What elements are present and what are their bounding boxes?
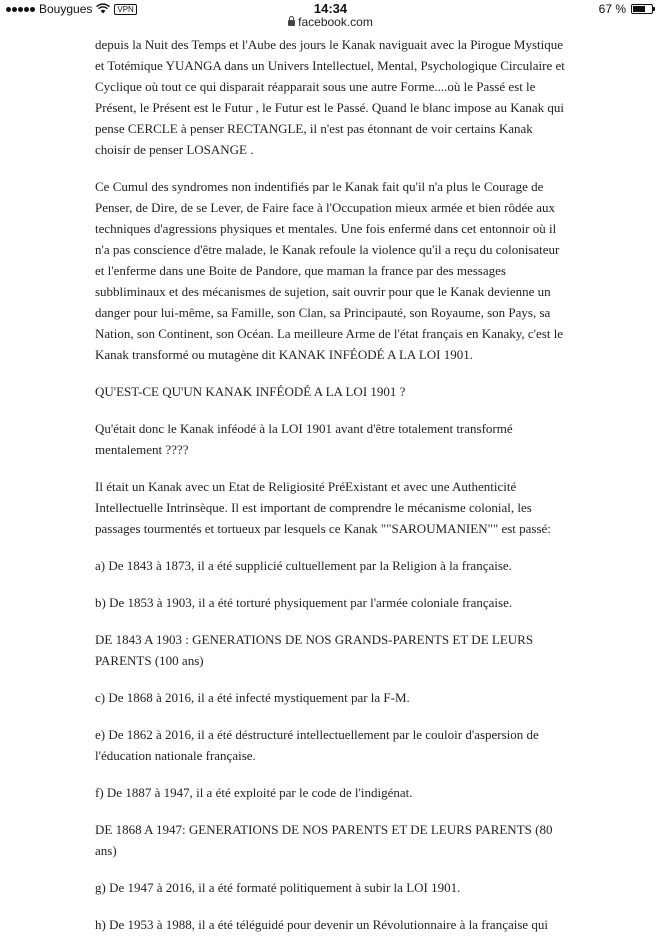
carrier-name: Bouygues xyxy=(39,2,93,16)
list-item: f) De 1887 à 1947, il a été exploité par le code de l'indigénat. xyxy=(95,785,413,800)
battery-icon xyxy=(631,4,653,14)
section-heading: DE 1843 A 1903 : GENERATIONS DE NOS GRANDS-PARENTS ET DE LEURS PARENTS (100 ans) xyxy=(95,632,534,668)
list-item: a) De 1843 à 1873, il a été supplicié cultuellement par la Religion à la française. xyxy=(95,558,512,573)
battery-info xyxy=(599,2,653,16)
clock: 14:34 xyxy=(313,1,348,16)
battery-level-fill xyxy=(633,6,645,12)
list-item: b) De 1853 à 1903, il a été torturé physiquement par l'armée coloniale française. xyxy=(95,595,513,610)
paragraph: Ce Cumul des syndromes non indentifiés par le Kanak fait qu'il n'a plus le Courage de Penser, de Dire, de se Lever, de Faire face à l'Occupation mieux armée et bien rôdée aux techniques d'agressions physiques et mentales. Une fois enfermé dans cet entonnoir où il n'a pas conscience d'être malade, le Kanak refoule la violence qu'il a reçu du colonisateur et l'enferme dans une Boite de Pandore, que maman la france par des messages subbliminaux et des mécanismes de sujetion, sait ouvrir pour que le Kanak devienne un danger pour lui-même, sa Famille, son Clan, sa Principauté, son Royaume, son Pays, sa Nation, son Continent, son Océan. La meilleure Arme de l'état français en Kanaky, c'est le Kanak transformé ou mutagène dit KANAK INFÉODÉ A LA LOI 1901. xyxy=(95,179,564,362)
list-item: c) De 1868 à 2016, il a été infecté mystiquement par la F-M. xyxy=(95,690,410,705)
lock-icon xyxy=(288,20,295,26)
battery-percentage: 67 % xyxy=(598,2,626,16)
list-item: g) De 1947 à 2016, il a été formaté politiquement à subir la LOI 1901. xyxy=(95,880,461,895)
article-body xyxy=(95,34,570,951)
url-text[interactable]: facebook.com xyxy=(298,15,373,29)
paragraph: Il était un Kanak avec un Etat de Religiosité PréExistant et avec une Authenticité Intellectuelle Intrinsèque. Il est important de comprendre le mécanisme colonial, les passages tourmentés et tortueux par lesquels ce Kanak ""SAROUMANIEN"" est passé: xyxy=(95,479,551,536)
section-heading: DE 1868 A 1947: GENERATIONS DE NOS PARENTS ET DE LEURS PARENTS (80 ans) xyxy=(95,822,553,858)
list-item: h) De 1953 à 1988, il a été téléguidé pour devenir un Révolutionnaire à la française qui xyxy=(95,917,549,932)
list-item: e) De 1862 à 2016, il a été déstructuré intellectuellement par le couloir d'aspersion de l'éducation nationale française. xyxy=(95,727,539,763)
section-heading: QU'EST-CE QU'UN KANAK INFÉODÉ A LA LOI 1901 ? xyxy=(95,384,406,399)
paragraph: depuis la Nuit des Temps et l'Aube des jours le Kanak naviguait avec la Pirogue Mystique et Totémique YUANGA dans un Univers Intellectuel, Mental, Psychologique Circulaire et Cyclique où tout ce qui disparait réapparait sous une autre Forme....où le Passé est le Présent, le Présent est le Futur , le Futur est le Passé. Quand le blanc impose au Kanak qui pense CERCLE à penser RECTANGLE, il n'est pas étonnant de voir certains Kanak choisir de penser LOSANGE . xyxy=(95,37,565,157)
paragraph: Qu'était donc le Kanak inféodé à la LOI 1901 avant d'être totalement transformé mentalement ???? xyxy=(95,421,513,457)
vpn-badge: VPN xyxy=(114,4,136,15)
address-bar[interactable] xyxy=(0,15,661,31)
